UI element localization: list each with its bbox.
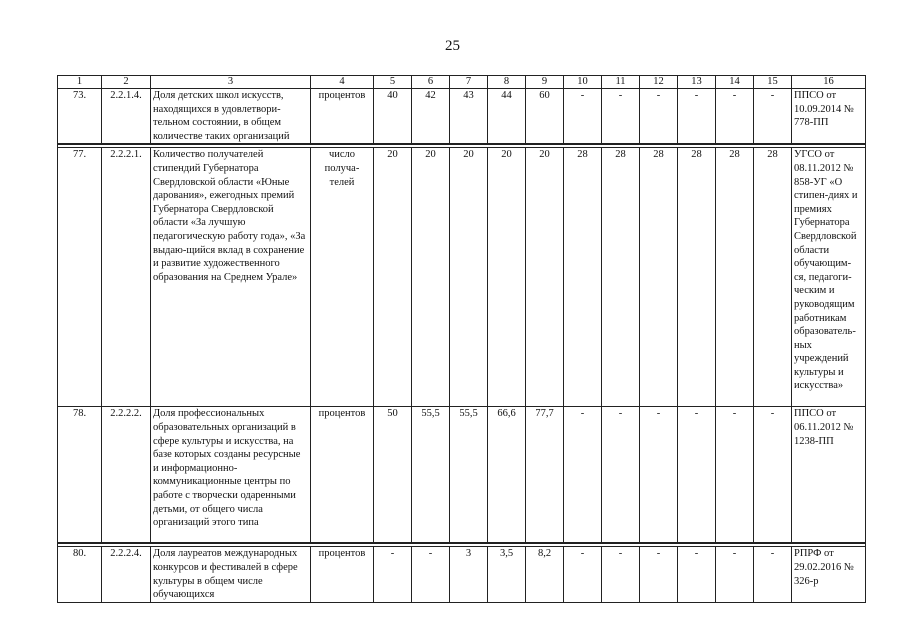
header-cell: 1	[58, 76, 102, 89]
table-row	[58, 89, 866, 145]
value-cell: -	[678, 407, 716, 544]
header-cell: 5	[374, 76, 412, 89]
value-cell: 44	[488, 89, 526, 145]
source-document: ППСО от 06.11.2012 № 1238-ПП	[792, 407, 866, 544]
row-number: 73.	[58, 89, 102, 145]
value-cell: 40	[374, 89, 412, 145]
value-cell: -	[678, 547, 716, 602]
header-cell: 10	[564, 76, 602, 89]
value-cell: -	[716, 89, 754, 145]
row-number: 78.	[58, 407, 102, 544]
value-cell: -	[412, 547, 450, 602]
value-cell: 20	[526, 148, 564, 407]
value-cell: -	[678, 89, 716, 145]
source-document: РПРФ от 29.02.2016 № 326-р	[792, 547, 866, 602]
page-number: 25	[445, 38, 460, 54]
value-cell: 20	[450, 148, 488, 407]
header-cell: 3	[151, 76, 311, 89]
value-cell: -	[640, 547, 678, 602]
table-row	[58, 547, 866, 602]
value-cell: -	[754, 89, 792, 145]
value-cell: 28	[678, 148, 716, 407]
header-cell: 12	[640, 76, 678, 89]
value-cell: 20	[374, 148, 412, 407]
header-cell: 11	[602, 76, 640, 89]
value-cell: 28	[754, 148, 792, 407]
unit: число получа-телей	[311, 148, 374, 407]
value-cell: -	[564, 407, 602, 544]
value-cell: 3	[450, 547, 488, 602]
header-cell: 9	[526, 76, 564, 89]
value-cell: 20	[412, 148, 450, 407]
value-cell: -	[754, 407, 792, 544]
value-cell: 28	[602, 148, 640, 407]
source-document: ППСО от 10.09.2014 № 778-ПП	[792, 89, 866, 145]
indicator-table	[57, 75, 866, 603]
value-cell: -	[640, 407, 678, 544]
value-cell: 60	[526, 89, 564, 145]
value-cell: -	[602, 407, 640, 544]
value-cell: 42	[412, 89, 450, 145]
value-cell: -	[564, 89, 602, 145]
header-cell: 15	[754, 76, 792, 89]
value-cell: 55,5	[412, 407, 450, 544]
header-cell: 8	[488, 76, 526, 89]
indicator-code: 2.2.2.1.	[102, 148, 151, 407]
unit: процентов	[311, 547, 374, 602]
value-cell: 43	[450, 89, 488, 145]
value-cell: -	[374, 547, 412, 602]
value-cell: -	[602, 89, 640, 145]
value-cell: 55,5	[450, 407, 488, 544]
table-row	[58, 407, 866, 544]
header-cell: 6	[412, 76, 450, 89]
indicator-code: 2.2.2.4.	[102, 547, 151, 602]
row-number: 77.	[58, 148, 102, 407]
indicator-code: 2.2.1.4.	[102, 89, 151, 145]
indicator-code: 2.2.2.2.	[102, 407, 151, 544]
value-cell: 77,7	[526, 407, 564, 544]
value-cell: -	[716, 547, 754, 602]
value-cell: 28	[564, 148, 602, 407]
header-cell: 4	[311, 76, 374, 89]
value-cell: -	[602, 547, 640, 602]
header-cell: 14	[716, 76, 754, 89]
source-document: УГСО от 08.11.2012 № 858-УГ «О стипен-диях и премиях Губернатора Свердловской области обучающим-ся, педагоги-ческим и руководящим работникам образователь-ных учреждений культуры и искусства»	[792, 148, 866, 407]
value-cell: 66,6	[488, 407, 526, 544]
value-cell: -	[754, 547, 792, 602]
value-cell: 20	[488, 148, 526, 407]
header-cell: 7	[450, 76, 488, 89]
indicator-name: Доля лауреатов международных конкурсов и фестивалей в сфере культуры в общем числе обучающихся	[151, 547, 311, 602]
header-row	[58, 76, 866, 89]
table-row	[58, 148, 866, 407]
value-cell: -	[640, 89, 678, 145]
unit: процентов	[311, 89, 374, 145]
header-cell: 16	[792, 76, 866, 89]
indicator-name: Количество получателей стипендий Губернатора Свердловской области «Юные дарования», ежегодных премий Губернатора Свердловской области «За лучшую педагогическую работу года», «За выдаю-щийся вклад в сохранение и развитие художественного образования на Среднем Урале»	[151, 148, 311, 407]
value-cell: -	[564, 547, 602, 602]
indicator-name: Доля детских школ искусств, находящихся в удовлетвори-тельном состоянии, в общем количестве таких организаций	[151, 89, 311, 145]
value-cell: -	[716, 407, 754, 544]
value-cell: 8,2	[526, 547, 564, 602]
value-cell: 3,5	[488, 547, 526, 602]
header-cell: 13	[678, 76, 716, 89]
value-cell: 28	[640, 148, 678, 407]
row-number: 80.	[58, 547, 102, 602]
unit: процентов	[311, 407, 374, 544]
value-cell: 50	[374, 407, 412, 544]
indicator-table-wrapper	[57, 75, 866, 603]
header-cell: 2	[102, 76, 151, 89]
indicator-name: Доля профессиональных образовательных организаций в сфере культуры и искусства, на базе которых созданы ресурсные и информационно-коммуникационные центры по работе с творчески одаренными детьми, от общего числа организаций этого типа	[151, 407, 311, 544]
value-cell: 28	[716, 148, 754, 407]
